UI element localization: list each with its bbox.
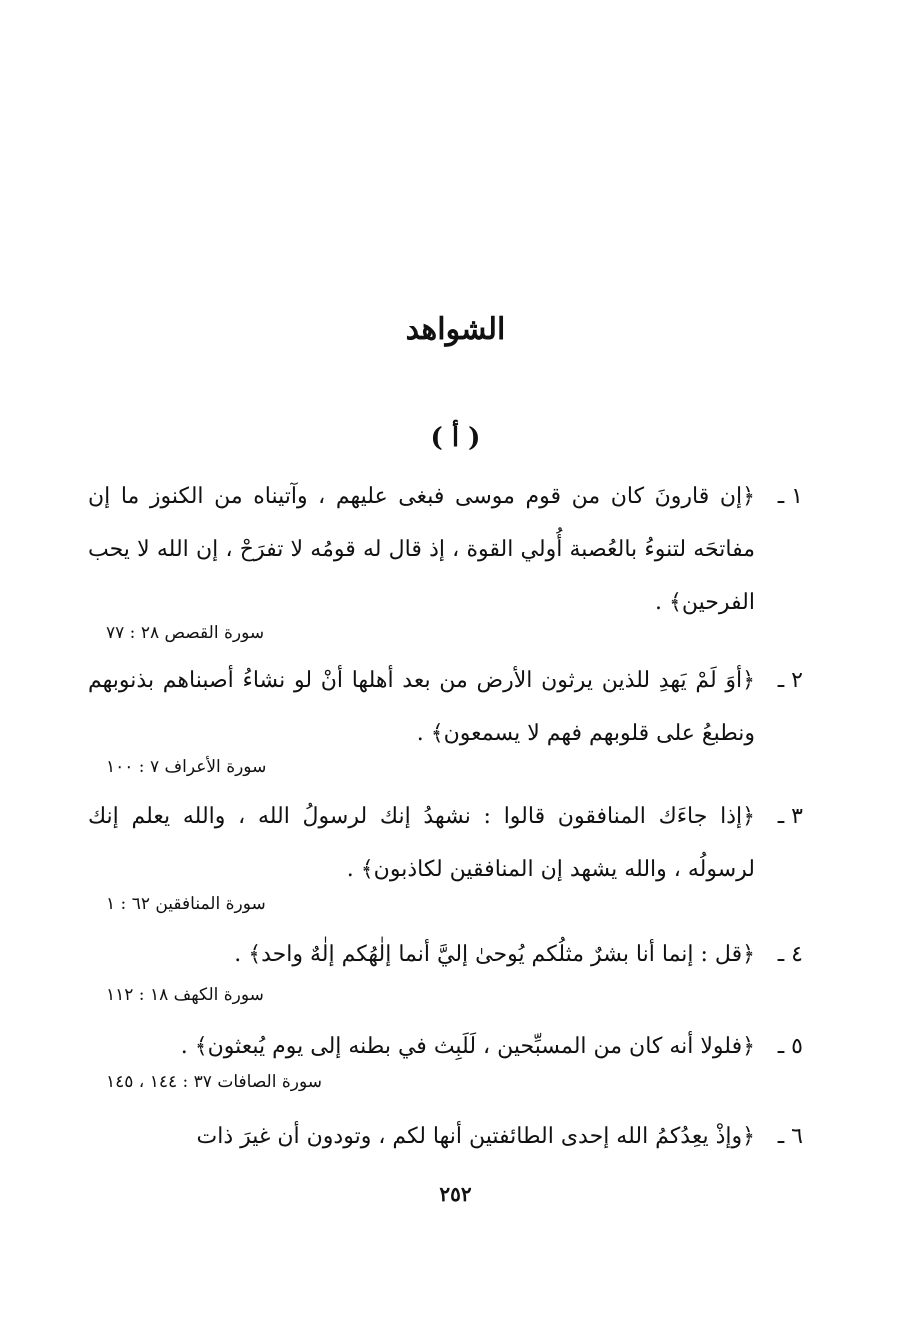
entry-number: ٣ ـ bbox=[777, 804, 803, 829]
entry-text: ﴿وإذْ يعِدُكمُ الله إحدى الطائفتين أنها لكم ، وتودون أن غيرَ ذات bbox=[196, 1124, 755, 1149]
section-marker: ( أ ) bbox=[430, 423, 481, 453]
entry-citation: سورة المنافقين ٦٢ : ١ bbox=[106, 894, 266, 914]
entry-text: ﴿قل : إنما أنا بشرٌ مثلُكم يُوحىٰ إليَّ أنما إلٰهُكم إلٰهٌ واحد﴾ . bbox=[234, 942, 755, 967]
entry-number: ١ ـ bbox=[777, 484, 803, 509]
entry-text: ﴿إن قارونَ كان من قوم موسى فبغى عليهم ، وآتيناه من الكنوز ما إن مفاتحَه لتنوءُ بالعُصبة أُولي القوة ، إذ قال له قومُه لا تفرَحْ ، إن الله لا يحب الفرحين﴾ . bbox=[88, 484, 755, 615]
entry-number: ٤ ـ bbox=[777, 942, 803, 967]
entry-number: ٥ ـ bbox=[777, 1034, 803, 1059]
entry-citation: سورة الصافات ٣٧ : ١٤٤ ، ١٤٥ bbox=[106, 1072, 323, 1092]
entry-number: ٢ ـ bbox=[777, 668, 803, 693]
page-title: الشواهد bbox=[405, 312, 506, 347]
entry-citation: سورة الأعراف ٧ : ١٠٠ bbox=[106, 757, 267, 777]
entry-number: ٦ ـ bbox=[777, 1124, 803, 1149]
page-number: ٢٥٢ bbox=[439, 1182, 472, 1206]
entry-text: ﴿إذا جاءَك المنافقون قالوا : نشهدُ إنك لرسولُ الله ، والله يعلم إنك لرسولُه ، والله يشهد إن المنافقين لكاذبون﴾ . bbox=[88, 804, 755, 882]
entry-text: ﴿فلولا أنه كان من المسبِّحين ، لَلَبِث في بطنه إلى يوم يُبعثون﴾ . bbox=[180, 1034, 755, 1059]
entry-citation: سورة الكهف ١٨ : ١١٢ bbox=[106, 985, 264, 1005]
entry-text: ﴿أوَ لَمْ يَهدِ للذين يرثون الأرض من بعد أهلها أنْ لو نشاءُ أصبناهم بذنوبهم ونطبعُ على قلوبهم فهم لا يسمعون﴾ . bbox=[88, 668, 755, 746]
entry-citation: سورة القصص ٢٨ : ٧٧ bbox=[106, 623, 265, 643]
